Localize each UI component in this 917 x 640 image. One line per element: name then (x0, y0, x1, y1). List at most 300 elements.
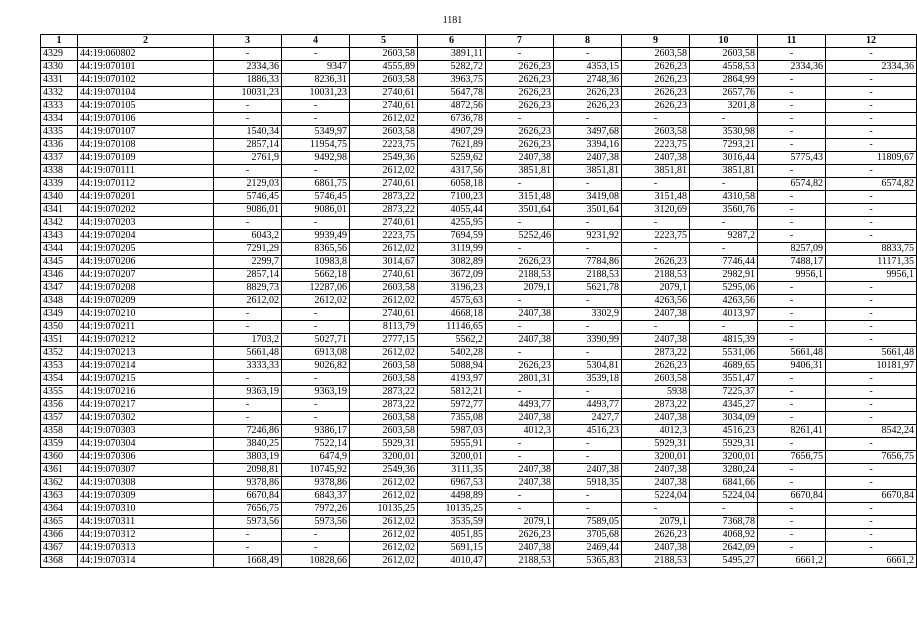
column-header-7: 7 (486, 35, 554, 48)
table-cell-col-2: 44:19:070203 (78, 217, 214, 230)
table-cell-col-7: - (486, 503, 554, 516)
table-cell-col-8: - (554, 386, 622, 399)
table-cell-col-11: - (758, 373, 826, 386)
data-table (40, 34, 917, 568)
table-cell-col-10: 9287,2 (690, 230, 758, 243)
table-cell-col-12: - (826, 516, 917, 529)
table-cell-col-9: 2407,38 (622, 152, 690, 165)
table-cell-col-11: - (758, 74, 826, 87)
table-cell-col-2: 44:19:070213 (78, 347, 214, 360)
table-cell-col-3: 9086,01 (214, 204, 282, 217)
table-cell-col-6: 6967,53 (418, 477, 486, 490)
table-cell-col-7: 2407,38 (486, 152, 554, 165)
table-cell-col-7: 2626,23 (486, 100, 554, 113)
table-cell-col-7: 2626,23 (486, 256, 554, 269)
table-cell-col-5: 2873,22 (350, 399, 418, 412)
table-row (41, 412, 917, 425)
column-header-11: 11 (758, 35, 826, 48)
table-cell-col-1: 4354 (41, 373, 78, 386)
table-cell-col-8: 5365,83 (554, 555, 622, 568)
table-cell-col-9: 4263,56 (622, 295, 690, 308)
column-header-3: 3 (214, 35, 282, 48)
table-cell-col-5: 2612,02 (350, 516, 418, 529)
table-cell-col-7: 2407,38 (486, 464, 554, 477)
table-cell-col-12: - (826, 100, 917, 113)
table-cell-col-1: 4359 (41, 438, 78, 451)
table-cell-col-10: 5224,04 (690, 490, 758, 503)
table-cell-col-5: 8113,79 (350, 321, 418, 334)
table-cell-col-1: 4364 (41, 503, 78, 516)
table-cell-col-11: 5661,48 (758, 347, 826, 360)
table-cell-col-3: 2334,36 (214, 61, 282, 74)
table-cell-col-10: 5495,27 (690, 555, 758, 568)
table-cell-col-2: 44:19:060802 (78, 48, 214, 61)
table-cell-col-10: 7368,78 (690, 516, 758, 529)
table-cell-col-11: 7656,75 (758, 451, 826, 464)
table-cell-col-12: - (826, 308, 917, 321)
table-cell-col-7: 2626,23 (486, 139, 554, 152)
table-cell-col-11: - (758, 412, 826, 425)
table-cell-col-8: 2407,38 (554, 464, 622, 477)
table-cell-col-7: 4493,77 (486, 399, 554, 412)
table-cell-col-2: 44:19:070216 (78, 386, 214, 399)
table-row (41, 100, 917, 113)
table-cell-col-8: - (554, 451, 622, 464)
table-cell-col-5: 2740,61 (350, 100, 418, 113)
table-cell-col-4: 8365,56 (282, 243, 350, 256)
table-cell-col-2: 44:19:070104 (78, 87, 214, 100)
table-cell-col-12: - (826, 438, 917, 451)
table-cell-col-11: - (758, 113, 826, 126)
table-cell-col-1: 4337 (41, 152, 78, 165)
table-cell-col-11: - (758, 334, 826, 347)
table-cell-col-1: 4349 (41, 308, 78, 321)
table-cell-col-6: 3535,59 (418, 516, 486, 529)
table-cell-col-12: - (826, 412, 917, 425)
table-cell-col-9: 5938 (622, 386, 690, 399)
table-cell-col-6: 4255,95 (418, 217, 486, 230)
table-row (41, 451, 917, 464)
table-cell-col-3: 5661,48 (214, 347, 282, 360)
table-cell-col-12: - (826, 386, 917, 399)
table-cell-col-9: 2407,38 (622, 477, 690, 490)
table-cell-col-3: 1668,49 (214, 555, 282, 568)
table-cell-col-5: 3014,67 (350, 256, 418, 269)
table-cell-col-11: 2334,36 (758, 61, 826, 74)
table-cell-col-1: 4350 (41, 321, 78, 334)
table-cell-col-1: 4331 (41, 74, 78, 87)
table-cell-col-8: 5304,81 (554, 360, 622, 373)
table-cell-col-4: 5746,45 (282, 191, 350, 204)
table-cell-col-2: 44:19:070102 (78, 74, 214, 87)
table-cell-col-5: 2612,02 (350, 295, 418, 308)
table-cell-col-11: - (758, 542, 826, 555)
table-cell-col-6: 4575,63 (418, 295, 486, 308)
table-cell-col-5: 2612,02 (350, 529, 418, 542)
table-cell-col-6: 5987,03 (418, 425, 486, 438)
table-cell-col-11: - (758, 204, 826, 217)
column-header-6: 6 (418, 35, 486, 48)
table-cell-col-1: 4343 (41, 230, 78, 243)
table-cell-col-12: - (826, 48, 917, 61)
table-row (41, 438, 917, 451)
table-cell-col-2: 44:19:070309 (78, 490, 214, 503)
table-row (41, 477, 917, 490)
table-cell-col-7: 2188,53 (486, 555, 554, 568)
table-cell-col-1: 4336 (41, 139, 78, 152)
table-cell-col-6: 3196,23 (418, 282, 486, 295)
table-cell-col-10: - (690, 113, 758, 126)
table-cell-col-6: 4907,29 (418, 126, 486, 139)
table-cell-col-2: 44:19:070105 (78, 100, 214, 113)
table-row (41, 61, 917, 74)
table-cell-col-4: - (282, 542, 350, 555)
table-cell-col-2: 44:19:070101 (78, 61, 214, 74)
table-cell-col-2: 44:19:070303 (78, 425, 214, 438)
table-cell-col-6: 5691,15 (418, 542, 486, 555)
table-row (41, 139, 917, 152)
table-cell-col-2: 44:19:070313 (78, 542, 214, 555)
table-cell-col-8: - (554, 347, 622, 360)
table-cell-col-10: 4263,56 (690, 295, 758, 308)
table-cell-col-10: 3016,44 (690, 152, 758, 165)
table-cell-col-4: 10745,92 (282, 464, 350, 477)
table-cell-col-7: 2626,23 (486, 529, 554, 542)
table-cell-col-9: - (622, 178, 690, 191)
table-cell-col-11: 7488,17 (758, 256, 826, 269)
table-cell-col-11: - (758, 386, 826, 399)
table-row (41, 555, 917, 568)
table-cell-col-9: 2407,38 (622, 308, 690, 321)
table-cell-col-7: 2626,23 (486, 360, 554, 373)
table-cell-col-3: - (214, 308, 282, 321)
table-cell-col-5: 2873,22 (350, 204, 418, 217)
table-cell-col-3: 8829,73 (214, 282, 282, 295)
table-cell-col-11: - (758, 48, 826, 61)
table-cell-col-3: 7656,75 (214, 503, 282, 516)
table-cell-col-8: - (554, 243, 622, 256)
table-cell-col-2: 44:19:070209 (78, 295, 214, 308)
table-cell-col-7: - (486, 347, 554, 360)
table-cell-col-1: 4366 (41, 529, 78, 542)
table-cell-col-12: - (826, 126, 917, 139)
table-cell-col-3: 1540,34 (214, 126, 282, 139)
table-cell-col-1: 4357 (41, 412, 78, 425)
table-cell-col-6: 3111,35 (418, 464, 486, 477)
table-cell-col-9: 3200,01 (622, 451, 690, 464)
table-row (41, 529, 917, 542)
table-cell-col-3: - (214, 529, 282, 542)
table-body (41, 48, 917, 568)
table-cell-col-3: - (214, 165, 282, 178)
table-cell-col-2: 44:19:070109 (78, 152, 214, 165)
table-cell-col-11: 8261,41 (758, 425, 826, 438)
table-cell-col-12: 6574,82 (826, 178, 917, 191)
table-cell-col-2: 44:19:070202 (78, 204, 214, 217)
table-cell-col-8: 2626,23 (554, 87, 622, 100)
table-cell-col-9: - (622, 243, 690, 256)
table-cell-col-9: 3120,69 (622, 204, 690, 217)
table-cell-col-3: 6670,84 (214, 490, 282, 503)
table-cell-col-12: 8542,24 (826, 425, 917, 438)
table-cell-col-11: - (758, 321, 826, 334)
table-cell-col-5: 2603,58 (350, 373, 418, 386)
table-cell-col-9: 2626,23 (622, 61, 690, 74)
table-cell-col-5: 5929,31 (350, 438, 418, 451)
table-cell-col-9: 2873,22 (622, 399, 690, 412)
table-cell-col-3: 1886,33 (214, 74, 282, 87)
table-cell-col-8: - (554, 48, 622, 61)
table-cell-col-10: 6841,66 (690, 477, 758, 490)
table-row (41, 321, 917, 334)
table-cell-col-5: 2603,58 (350, 360, 418, 373)
table-cell-col-9: - (622, 503, 690, 516)
table-cell-col-5: 2549,36 (350, 152, 418, 165)
table-row (41, 256, 917, 269)
table-cell-col-4: 10031,23 (282, 87, 350, 100)
table-cell-col-8: 7784,86 (554, 256, 622, 269)
table-row (41, 87, 917, 100)
table-cell-col-8: 4353,15 (554, 61, 622, 74)
table-cell-col-3: 10031,23 (214, 87, 282, 100)
table-row (41, 165, 917, 178)
table-cell-col-2: 44:19:070312 (78, 529, 214, 542)
table-cell-col-11: 9956,1 (758, 269, 826, 282)
table-cell-col-11: - (758, 217, 826, 230)
table-cell-col-11: - (758, 438, 826, 451)
table-cell-col-7: 3501,64 (486, 204, 554, 217)
table-cell-col-7: 2626,23 (486, 87, 554, 100)
table-cell-col-5: 2603,58 (350, 126, 418, 139)
table-cell-col-11: 6670,84 (758, 490, 826, 503)
table-cell-col-6: 5972,77 (418, 399, 486, 412)
table-cell-col-1: 4348 (41, 295, 78, 308)
table-cell-col-4: - (282, 113, 350, 126)
table-cell-col-6: 7621,89 (418, 139, 486, 152)
table-row (41, 126, 917, 139)
table-cell-col-10: 2864,99 (690, 74, 758, 87)
table-row (41, 334, 917, 347)
table-cell-col-10: - (690, 243, 758, 256)
table-cell-col-4: 5973,56 (282, 516, 350, 529)
table-cell-col-10: 2603,58 (690, 48, 758, 61)
table-cell-col-2: 44:19:070206 (78, 256, 214, 269)
table-cell-col-6: 5402,28 (418, 347, 486, 360)
table-row (41, 360, 917, 373)
table-cell-col-3: 7246,86 (214, 425, 282, 438)
table-cell-col-11: - (758, 230, 826, 243)
table-row (41, 373, 917, 386)
table-cell-col-10: 3560,76 (690, 204, 758, 217)
table-cell-col-10: 3034,09 (690, 412, 758, 425)
column-header-12: 12 (826, 35, 917, 48)
table-cell-col-9: 2407,38 (622, 412, 690, 425)
table-cell-col-9: 2626,23 (622, 87, 690, 100)
table-cell-col-9: 2626,23 (622, 529, 690, 542)
table-cell-col-7: 2626,23 (486, 61, 554, 74)
table-cell-col-6: 7694,59 (418, 230, 486, 243)
table-cell-col-7: 2188,53 (486, 269, 554, 282)
table-cell-col-6: 5088,94 (418, 360, 486, 373)
table-cell-col-2: 44:19:070208 (78, 282, 214, 295)
table-cell-col-5: 2740,61 (350, 308, 418, 321)
table-cell-col-3: - (214, 412, 282, 425)
table-row (41, 191, 917, 204)
table-cell-col-8: 9231,92 (554, 230, 622, 243)
table-cell-col-7: - (486, 321, 554, 334)
table-cell-col-4: 10983,8 (282, 256, 350, 269)
table-cell-col-4: 9386,17 (282, 425, 350, 438)
table-cell-col-9: 5929,31 (622, 438, 690, 451)
table-cell-col-2: 44:19:070302 (78, 412, 214, 425)
table-cell-col-1: 4344 (41, 243, 78, 256)
table-cell-col-11: 5775,43 (758, 152, 826, 165)
table-cell-col-9: 2873,22 (622, 347, 690, 360)
table-cell-col-4: 12287,06 (282, 282, 350, 295)
table-cell-col-6: 10135,25 (418, 503, 486, 516)
table-row (41, 386, 917, 399)
table-cell-col-1: 4339 (41, 178, 78, 191)
table-cell-col-10: - (690, 503, 758, 516)
table-cell-col-5: 2603,58 (350, 282, 418, 295)
table-cell-col-8: 2748,36 (554, 74, 622, 87)
table-cell-col-7: - (486, 386, 554, 399)
table-cell-col-5: 2603,58 (350, 412, 418, 425)
table-cell-col-1: 4332 (41, 87, 78, 100)
table-cell-col-4: 9026,82 (282, 360, 350, 373)
table-cell-col-10: 3530,98 (690, 126, 758, 139)
table-cell-col-5: 2612,02 (350, 555, 418, 568)
table-cell-col-5: 2612,02 (350, 490, 418, 503)
table-cell-col-9: 2603,58 (622, 48, 690, 61)
table-row (41, 269, 917, 282)
table-row (41, 204, 917, 217)
table-cell-col-4: 6474,9 (282, 451, 350, 464)
table-cell-col-9: - (622, 217, 690, 230)
table-cell-col-6: 4668,18 (418, 308, 486, 321)
table-cell-col-4: 6861,75 (282, 178, 350, 191)
table-cell-col-9: 5224,04 (622, 490, 690, 503)
table-cell-col-6: 3963,75 (418, 74, 486, 87)
table-cell-col-12: - (826, 191, 917, 204)
table-cell-col-5: 2612,02 (350, 113, 418, 126)
table-cell-col-5: 2740,61 (350, 217, 418, 230)
table-cell-col-2: 44:19:070212 (78, 334, 214, 347)
table-cell-col-12: 11171,35 (826, 256, 917, 269)
table-cell-col-1: 4338 (41, 165, 78, 178)
table-cell-col-5: 2603,58 (350, 425, 418, 438)
table-cell-col-10: - (690, 178, 758, 191)
column-header-10: 10 (690, 35, 758, 48)
header-row (41, 35, 917, 48)
table-cell-col-3: 1703,2 (214, 334, 282, 347)
table-cell-col-1: 4334 (41, 113, 78, 126)
table-cell-col-3: - (214, 542, 282, 555)
table-cell-col-12: 9956,1 (826, 269, 917, 282)
table-cell-col-4: 11954,75 (282, 139, 350, 152)
table-cell-col-8: 3497,68 (554, 126, 622, 139)
table-cell-col-2: 44:19:070310 (78, 503, 214, 516)
table-cell-col-7: 5252,46 (486, 230, 554, 243)
table-cell-col-8: 2469,44 (554, 542, 622, 555)
table-cell-col-6: 4051,85 (418, 529, 486, 542)
table-cell-col-6: 5812,21 (418, 386, 486, 399)
table-cell-col-3: - (214, 113, 282, 126)
table-cell-col-4: 9378,86 (282, 477, 350, 490)
table-row (41, 425, 917, 438)
table-cell-col-4: 9939,49 (282, 230, 350, 243)
table-cell-col-7: - (486, 295, 554, 308)
table-cell-col-12: 6670,84 (826, 490, 917, 503)
table-cell-col-5: 2612,02 (350, 243, 418, 256)
table-cell-col-10: 3851,81 (690, 165, 758, 178)
table-cell-col-8: 2188,53 (554, 269, 622, 282)
table-cell-col-1: 4329 (41, 48, 78, 61)
table-cell-col-6: 4317,56 (418, 165, 486, 178)
table-cell-col-3: 6043,2 (214, 230, 282, 243)
table-cell-col-5: 2612,02 (350, 165, 418, 178)
table-cell-col-10: 4558,53 (690, 61, 758, 74)
table-cell-col-11: 8257,09 (758, 243, 826, 256)
table-cell-col-12: 7656,75 (826, 451, 917, 464)
table-cell-col-7: - (486, 438, 554, 451)
table-cell-col-10: 7746,44 (690, 256, 758, 269)
table-row (41, 464, 917, 477)
table-cell-col-1: 4356 (41, 399, 78, 412)
table-cell-col-8: 2626,23 (554, 100, 622, 113)
table-cell-col-9: - (622, 321, 690, 334)
table-cell-col-1: 4353 (41, 360, 78, 373)
table-cell-col-7: - (486, 243, 554, 256)
table-cell-col-12: 6661,2 (826, 555, 917, 568)
table-cell-col-11: - (758, 282, 826, 295)
table-cell-col-8: - (554, 438, 622, 451)
table-cell-col-1: 4363 (41, 490, 78, 503)
table-cell-col-5: 2603,58 (350, 74, 418, 87)
table-cell-col-1: 4367 (41, 542, 78, 555)
table-cell-col-6: 7355,08 (418, 412, 486, 425)
table-cell-col-2: 44:19:070112 (78, 178, 214, 191)
table-cell-col-10: 2642,09 (690, 542, 758, 555)
table-row (41, 217, 917, 230)
table-cell-col-12: - (826, 139, 917, 152)
table-cell-col-1: 4360 (41, 451, 78, 464)
table-cell-col-7: - (486, 490, 554, 503)
table-cell-col-11: - (758, 399, 826, 412)
table-cell-col-5: 2873,22 (350, 386, 418, 399)
table-cell-col-2: 44:19:070215 (78, 373, 214, 386)
table-cell-col-8: 5918,35 (554, 477, 622, 490)
table-cell-col-7: - (486, 217, 554, 230)
table-cell-col-1: 4345 (41, 256, 78, 269)
table-cell-col-12: - (826, 295, 917, 308)
table-cell-col-11: - (758, 87, 826, 100)
table-cell-col-12: - (826, 165, 917, 178)
table-cell-col-3: 9378,86 (214, 477, 282, 490)
table-cell-col-8: 3851,81 (554, 165, 622, 178)
table-cell-col-8: 3539,18 (554, 373, 622, 386)
table-cell-col-3: 2857,14 (214, 269, 282, 282)
table-cell-col-9: 2626,23 (622, 100, 690, 113)
table-cell-col-3: - (214, 48, 282, 61)
table-cell-col-9: 2188,53 (622, 269, 690, 282)
table-cell-col-10: 3201,8 (690, 100, 758, 113)
table-cell-col-12: - (826, 87, 917, 100)
table-cell-col-8: - (554, 295, 622, 308)
table-cell-col-5: 10135,25 (350, 503, 418, 516)
table-cell-col-3: 7291,29 (214, 243, 282, 256)
column-header-1: 1 (41, 35, 78, 48)
